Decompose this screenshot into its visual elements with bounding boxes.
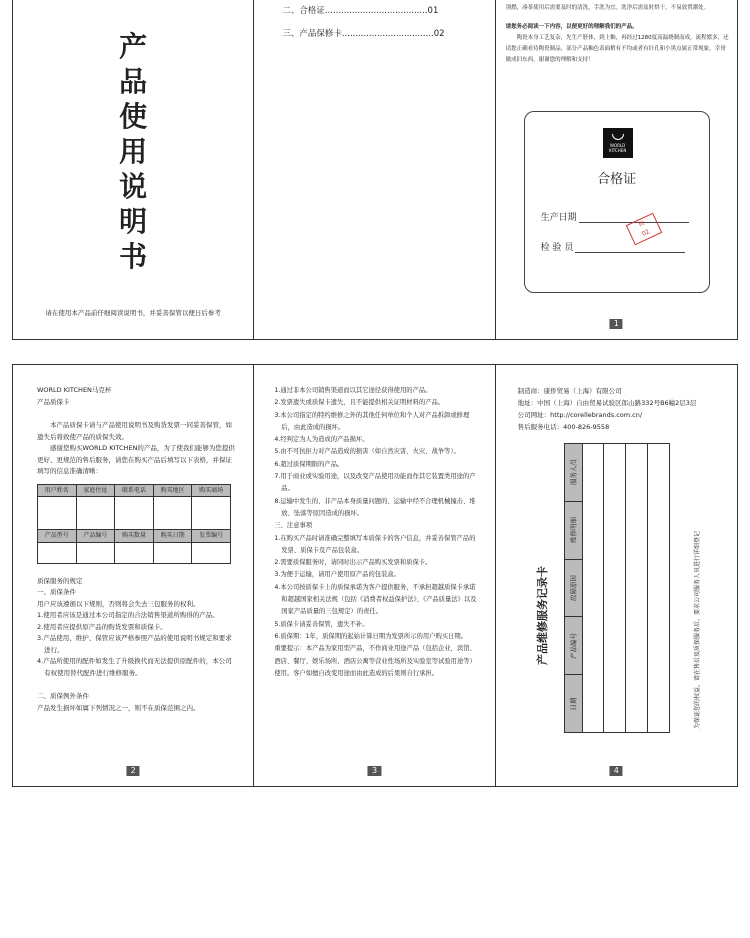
- table-of-contents: [282, 5, 470, 51]
- manufacturer: 制造商：康侨贸易（上海）有限公司: [517, 387, 622, 395]
- page-number: 4: [610, 766, 623, 776]
- page-number: 3: [368, 766, 381, 776]
- warranty-terms-page: 1.通过非本公司销售渠道而以其它途径获得使用的产品。 2.发票遗失或质保卡遗失，且不能提供相关证明材料的产品。 3.本公司指定的特约维修之外的其他任何单位和个人对产品拆卸或修理后，由此造成的损坏。 4.经判定为人为造成的产品损坏。 5.由不可抗拒力对产品造成的损害（如自然灾害、火灾、战争等）。 6.超过质保期限的产品。 7.用于商业或实验用途，以及改变产品使用功能而作其它装置类用途的产品。 8.运输中发生的、非产品本身质量问题的、运输中经不合理机械撞击、堆放、坠落等原因造成的损坏。 三、注意事项 1.在购买产品时请准确完整填写本质保卡的客户信息，并妥善保管产品的发票、质保卡及产品包装盒。 2.需要质保服务时，请同时出示产品购买发票和质保卡。 3.为便于运输，请用户使用原产品的包装盒。 4.本公司按质保卡上的质保承诺为客户提供服务，不承担超越质保卡承诺和超越国家相关法规（包括《消费者权益保护法》、《产品质量法》以及国家产品质量的三包规定）的责任。 5.质保卡请妥善保管，遗失不补。 6.质保期：1年，质保期的起始计算日期为发票所示的用户购买日期。 重要提示：本产品为家用型产品，不作商业用途产品（包括企业，宾馆、酒店、餐厅、娱乐场所、酒店公寓等营业性场所及实验室等试验用途等）使用。客户如擅自改变用途而由此造成的后果则自行承担。 3: [254, 365, 495, 786]
- world-kitchen-logo-icon: WORLD KITCHEN: [603, 128, 633, 158]
- toc-page: [254, 0, 495, 339]
- certificate-card: [524, 111, 710, 293]
- care-notice: 别燃，凑茶使用后需要及时的清洗，手洗为宜。洗净后需及时烘干，不易放置潮处。 请您务必阅读一下内容，以便更好的理解我们的产品。 陶瓷本身工艺复杂，先生产胚体，到上釉，再经过1280度高温烧制而成，流程繁多，还请您正确看待陶瓷制品，部分产品釉色表面稍有不均或者有针孔和小黑点属正常现象，幸哥做成旧东西，谢谢您的理解和支持！: [505, 5, 729, 63]
- top-spread: [12, 0, 738, 340]
- toc-item[interactable]: 三、产品保修卡..................................02: [282, 29, 445, 39]
- production-date-field: 生产日期: [541, 210, 689, 223]
- record-card-title: 产品维修服务记录卡: [535, 566, 549, 665]
- inspection-stamp: 检 02: [625, 213, 661, 246]
- customer-info-table: 用户姓名 家庭住址 联系电话 购买地区 购买商场 产品型号 产品编号 购买数量 购买日期 发票编号: [37, 484, 231, 564]
- registration-note: 为保证您的权益，请在售后及质保服务后，要求公司服务人员进行详细登记: [693, 530, 701, 729]
- brand-line: WORLD KITCHEN马克杯: [37, 386, 112, 394]
- service-record-table: 服务人员 维修明细 故障原因 产品编号 日期: [564, 443, 670, 733]
- inspector-field: 检 验 员: [541, 240, 686, 253]
- card-title: 产品质保卡: [37, 397, 70, 406]
- page-number: 2: [127, 766, 140, 776]
- toc-item[interactable]: 二、合格证......................................01: [282, 6, 439, 16]
- cover-title: 产 品 使 用 说 明 书: [119, 30, 148, 273]
- cover-note: 请在使用本产品前仔细阅读说明书，并妥善保管以便日后参考: [45, 309, 221, 317]
- website[interactable]: 公司网址：http://corellebrands.com.cn/: [517, 411, 643, 419]
- certificate-page: [496, 0, 737, 339]
- certificate-title: 合格证: [597, 172, 637, 187]
- service-record-page: [496, 365, 737, 786]
- page-number: 1: [610, 319, 623, 329]
- warranty-card-page: WORLD KITCHEN马克杯 产品质保卡 本产品质保卡请与产品使用说明书及购货发票一同妥善保管，如遗失后将致使产品的质保失效。 感谢您购买WORLD KITCHEN的产品，为了使我们能够为您提供更好、更规范的售后服务，请您在购买产品后填写以下表格，并保证填写的信息准确清晰： 用户姓名 家庭住址 联系电话 购买地区 购买商场 产品型号 产品编号 购买数量 购买日期 发票编号 质保服务的规定 一、质保条件 用户应该遵循以下规则，否则将会失去三包服务的权利。 1.使用者应该是通过本公司指定的合法销售渠道所购得的产品。 2.使用者应提供原产品的购货发票和质保卡。 3.产品使用、维护、保管应该严格参照产品的使用说明书规定和要求进行。 4.产品所使用的配件如发生了升级换代而无法提供原配件的，本公司有权使用替代配件进行维修服务。 二、质保例外条件 产品发生损坏如属下列情况之一，则不在质保范围之内。 2: [13, 365, 254, 786]
- hotline: 售后服务电话：400-826-9558: [517, 423, 610, 431]
- cover-page: [13, 0, 254, 339]
- address: 地址：中国（上海）自由贸易试验区郎山路332号B6幢2层3层: [517, 399, 697, 407]
- bottom-spread: [12, 364, 738, 787]
